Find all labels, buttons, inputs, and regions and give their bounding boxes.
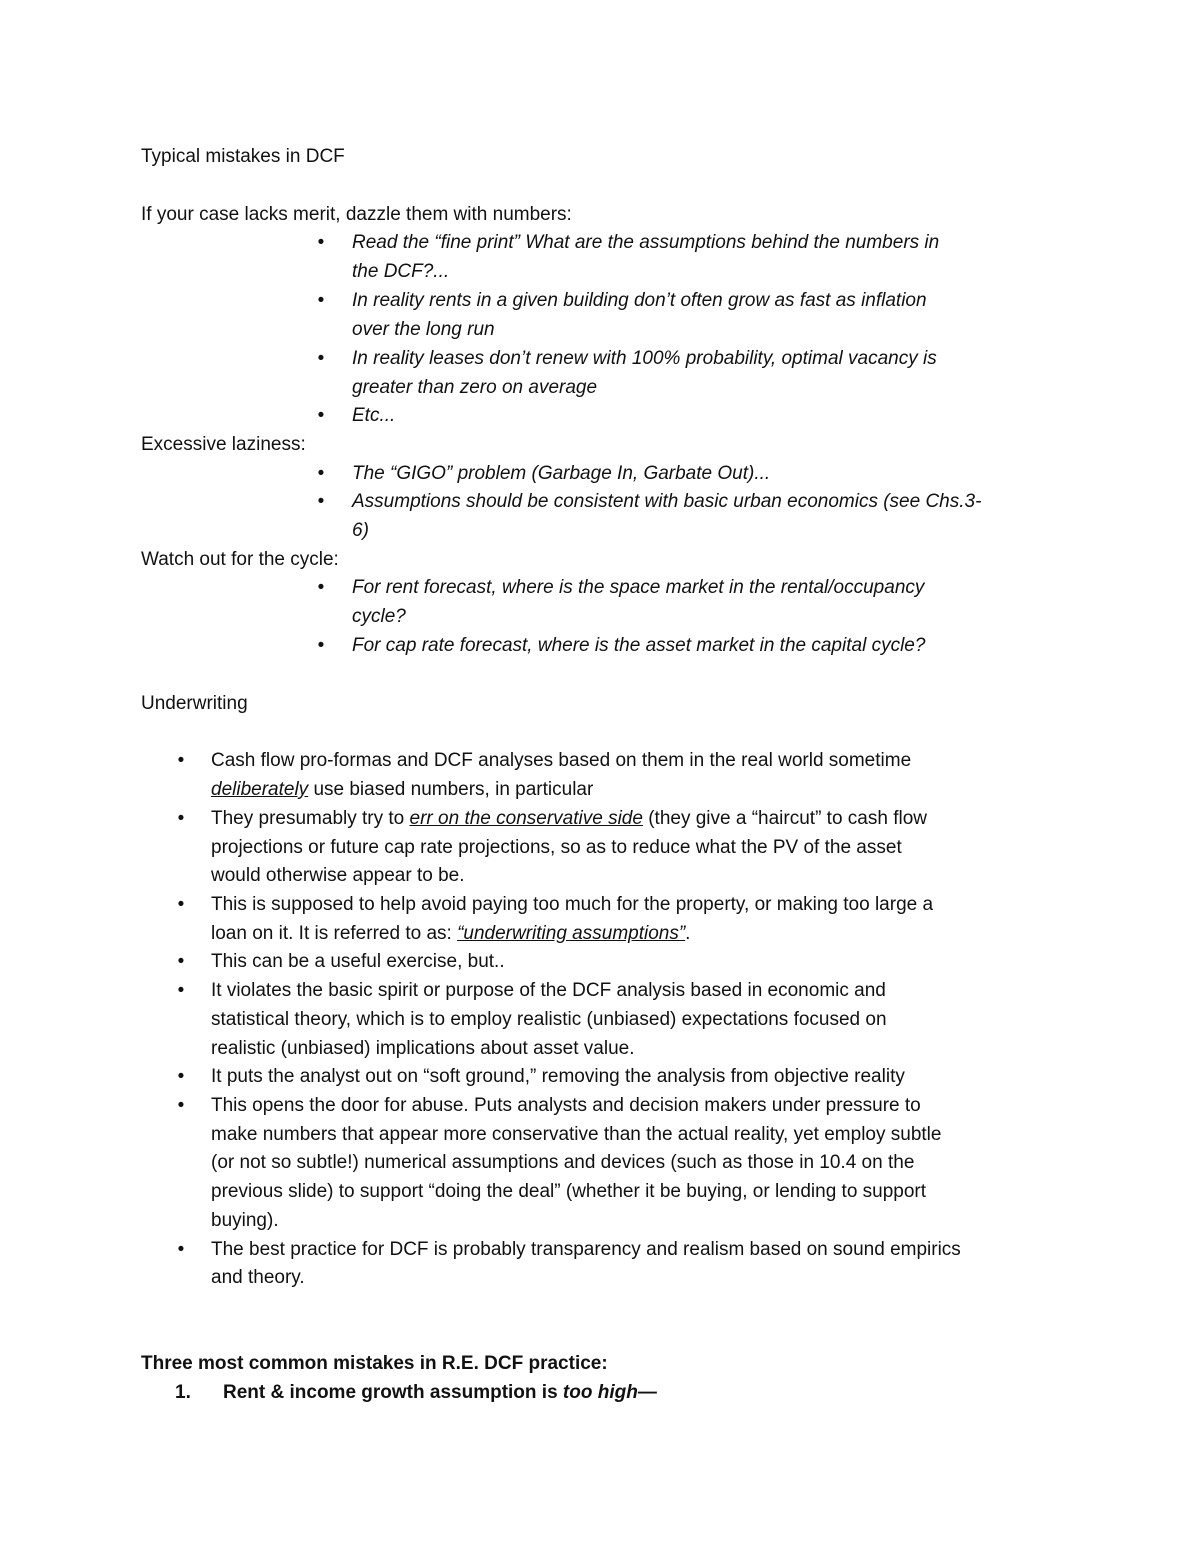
plain-text: loan on it. It is referred to as: — [211, 923, 458, 944]
list-item-text: For rent forecast, where is the space market in the rental/occupancy — [352, 577, 925, 598]
plain-text: . — [685, 923, 691, 944]
list-item-text: 6) — [352, 520, 369, 541]
plain-text: — — [637, 1382, 657, 1403]
bullet-icon: • — [177, 1095, 185, 1116]
plain-text: Rent & income growth assumption is — [223, 1382, 563, 1403]
bullet-icon: • — [177, 1066, 185, 1087]
list-item-text: cycle? — [352, 606, 406, 627]
plain-text: use biased numbers, in particular — [308, 779, 594, 800]
list-item-text: This is supposed to help avoid paying too much for the property, or making too large a — [211, 894, 934, 915]
bullet-icon: • — [317, 463, 325, 484]
emphasis-text: err on the conservative side — [409, 808, 643, 829]
list-item-text: previous slide) to support “doing the deal” (whether it be buying, or lending to support — [211, 1181, 927, 1202]
list-item-text: Etc... — [352, 405, 396, 426]
list-item-text — [211, 805, 927, 834]
common-mistakes-heading: Three most common mistakes in R.E. DCF practice: — [141, 1353, 608, 1374]
bullet-icon: • — [317, 491, 325, 512]
list-item-text: Assumptions should be consistent with basic urban economics (see Chs.3- — [352, 491, 982, 512]
list-item-text: In reality leases don’t renew with 100% probability, optimal vacancy is — [352, 348, 937, 369]
list-item-text: Read the “fine print” What are the assumptions behind the numbers in — [352, 232, 940, 253]
list-item-text: statistical theory, which is to employ realistic (unbiased) expectations focused on — [211, 1009, 887, 1030]
bullet-icon: • — [177, 894, 185, 915]
bullet-icon: • — [317, 232, 325, 253]
emphasis-text: too high — [562, 1382, 638, 1403]
list-number: 1. — [175, 1382, 191, 1403]
bullet-icon: • — [177, 1239, 185, 1260]
list-item-text: realistic (unbiased) implications about asset value. — [211, 1038, 635, 1059]
bullet-icon: • — [317, 348, 325, 369]
list-item-text — [223, 1379, 657, 1408]
bullet-icon: • — [177, 808, 185, 829]
list-item-text: The “GIGO” problem (Garbage In, Garbate Out)... — [352, 463, 771, 484]
list-item-text: projections or future cap rate projections, so as to reduce what the PV of the asset — [211, 837, 902, 858]
list-item-text: This opens the door for abuse. Puts analysts and decision makers under pressure to — [211, 1095, 921, 1116]
section-heading-cycle: Watch out for the cycle: — [141, 549, 339, 570]
plain-text: (they give a “haircut” to cash flow — [642, 808, 928, 829]
bullet-icon: • — [317, 635, 325, 656]
bullet-icon: • — [177, 951, 185, 972]
list-item-text: It violates the basic spirit or purpose of the DCF analysis based in economic and — [211, 980, 886, 1001]
list-item-text: buying). — [211, 1210, 279, 1231]
bullet-icon: • — [317, 405, 325, 426]
list-item-text: the DCF?... — [352, 261, 450, 282]
list-item-text: It puts the analyst out on “soft ground,” removing the analysis from objective reality — [211, 1066, 905, 1087]
underwriting-heading: Underwriting — [141, 693, 248, 714]
section-heading-laziness: Excessive laziness: — [141, 434, 306, 455]
list-item-text: would otherwise appear to be. — [211, 865, 465, 886]
list-item-text — [211, 920, 690, 949]
list-item-text: The best practice for DCF is probably transparency and realism based on sound empirics — [211, 1239, 961, 1260]
list-item-text: This can be a useful exercise, but.. — [211, 951, 505, 972]
list-item-text: In reality rents in a given building don’t often grow as fast as inflation — [352, 290, 927, 311]
list-item-text: and theory. — [211, 1267, 305, 1288]
page-title: Typical mistakes in DCF — [141, 146, 345, 167]
emphasis-text: “underwriting assumptions” — [457, 923, 686, 944]
section-heading-numbers: If your case lacks merit, dazzle them with numbers: — [141, 204, 572, 225]
bullet-icon: • — [317, 290, 325, 311]
list-item-text: make numbers that appear more conservative than the actual reality, yet employ subtle — [211, 1124, 942, 1145]
list-item-text: greater than zero on average — [352, 377, 598, 398]
list-item-text: (or not so subtle!) numerical assumptions and devices (such as those in 10.4 on the — [211, 1152, 915, 1173]
bullet-icon: • — [177, 980, 185, 1001]
bullet-icon: • — [177, 750, 185, 771]
list-item-text: Cash flow pro-formas and DCF analyses based on them in the real world sometime — [211, 750, 912, 771]
list-item-text — [211, 776, 593, 805]
bullet-icon: • — [317, 577, 325, 598]
list-item-text: For cap rate forecast, where is the asset market in the capital cycle? — [352, 635, 926, 656]
plain-text: They presumably try to — [211, 808, 410, 829]
list-item-text: over the long run — [352, 319, 495, 340]
emphasis-text: deliberately — [211, 779, 309, 800]
